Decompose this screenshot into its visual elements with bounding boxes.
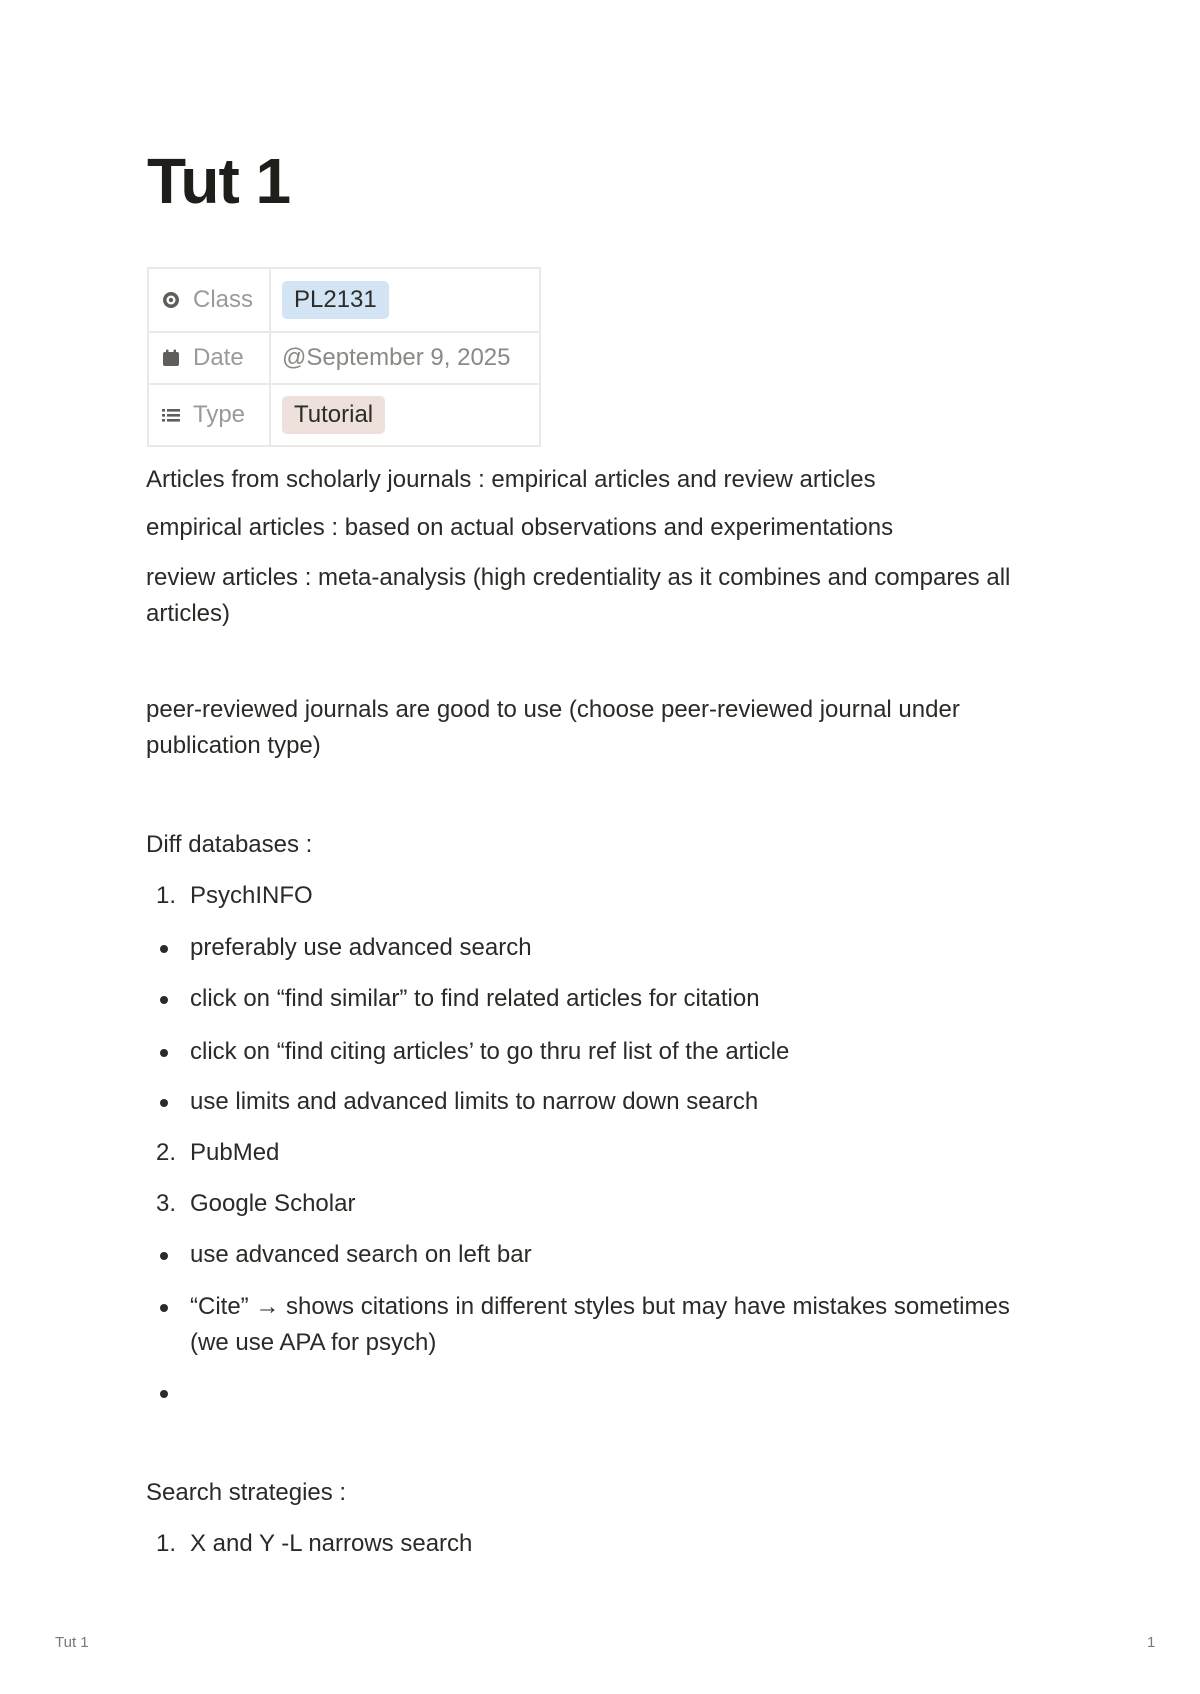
list-item-text: X and Y -L narrows search bbox=[190, 1530, 473, 1557]
list-number: 2. bbox=[156, 1139, 177, 1166]
list-item bbox=[146, 1084, 1046, 1120]
property-label-date: Date bbox=[193, 344, 244, 371]
list-item bbox=[146, 1034, 1046, 1070]
bullet-icon bbox=[160, 1099, 168, 1107]
class-tag[interactable]: PL2131 bbox=[282, 281, 389, 319]
paragraph-review-articles: review articles : meta-analysis (high credentiality as it combines and compares all articles) bbox=[146, 564, 1011, 627]
bullet-icon bbox=[160, 1390, 168, 1398]
type-tag[interactable]: Tutorial bbox=[282, 396, 385, 434]
list-item-text: click on “find citing articles’ to go thru ref list of the article bbox=[190, 1038, 790, 1065]
list-item bbox=[146, 1289, 1046, 1361]
list-item bbox=[146, 1237, 1046, 1273]
paragraph-empirical-articles: empirical articles : based on actual observations and experimentations bbox=[146, 514, 894, 541]
list-item-text: Google Scholar bbox=[190, 1190, 356, 1217]
property-label-class: Class bbox=[193, 286, 254, 313]
list-item-text: preferably use advanced search bbox=[190, 934, 532, 961]
list-item-text: “Cite” → shows citations in different styles but may have mistakes sometimes (we use APA for psych) bbox=[190, 1293, 1010, 1356]
property-row-type bbox=[148, 384, 540, 446]
property-row-class bbox=[148, 268, 540, 332]
heading-diff-databases: Diff databases : bbox=[146, 831, 313, 858]
list-item bbox=[146, 930, 1046, 966]
list-item-text: click on “find similar” to find related articles for citation bbox=[190, 985, 760, 1012]
property-row-date bbox=[148, 332, 540, 384]
paragraph-peer-reviewed: peer-reviewed journals are good to use (choose peer-reviewed journal under publication type) bbox=[146, 696, 960, 759]
bullet-icon bbox=[160, 996, 168, 1004]
list-item-text: PsychINFO bbox=[190, 882, 313, 909]
list-number: 3. bbox=[156, 1190, 177, 1217]
list-item-text: PubMed bbox=[190, 1139, 280, 1166]
list-item bbox=[146, 1186, 1046, 1222]
footer-title: Tut 1 bbox=[55, 1634, 89, 1651]
property-label-type: Type bbox=[193, 401, 246, 428]
heading-search-strategies: Search strategies : bbox=[146, 1479, 347, 1506]
list-item bbox=[146, 981, 1046, 1017]
bullet-icon bbox=[160, 1304, 168, 1312]
bullet-icon bbox=[160, 1049, 168, 1057]
list-item bbox=[146, 1135, 1046, 1171]
list-item-text: use advanced search on left bar bbox=[190, 1241, 532, 1268]
paragraph-scholarly-articles: Articles from scholarly journals : empirical articles and review articles bbox=[146, 466, 876, 493]
list-item-text: use limits and advanced limits to narrow down search bbox=[190, 1088, 759, 1115]
properties-table bbox=[147, 267, 541, 447]
list-item bbox=[146, 878, 1046, 914]
list-number: 1. bbox=[156, 1530, 177, 1557]
list-icon bbox=[161, 405, 181, 425]
target-icon bbox=[161, 290, 181, 310]
calendar-icon bbox=[161, 348, 181, 368]
bullet-icon bbox=[160, 1252, 168, 1260]
footer-page-number: 1 bbox=[1147, 1634, 1156, 1651]
bullet-icon bbox=[160, 945, 168, 953]
date-value[interactable]: @September 9, 2025 bbox=[282, 344, 511, 371]
list-item bbox=[146, 1526, 1046, 1562]
page-title: Tut 1 bbox=[147, 145, 291, 217]
list-number: 1. bbox=[156, 882, 177, 909]
